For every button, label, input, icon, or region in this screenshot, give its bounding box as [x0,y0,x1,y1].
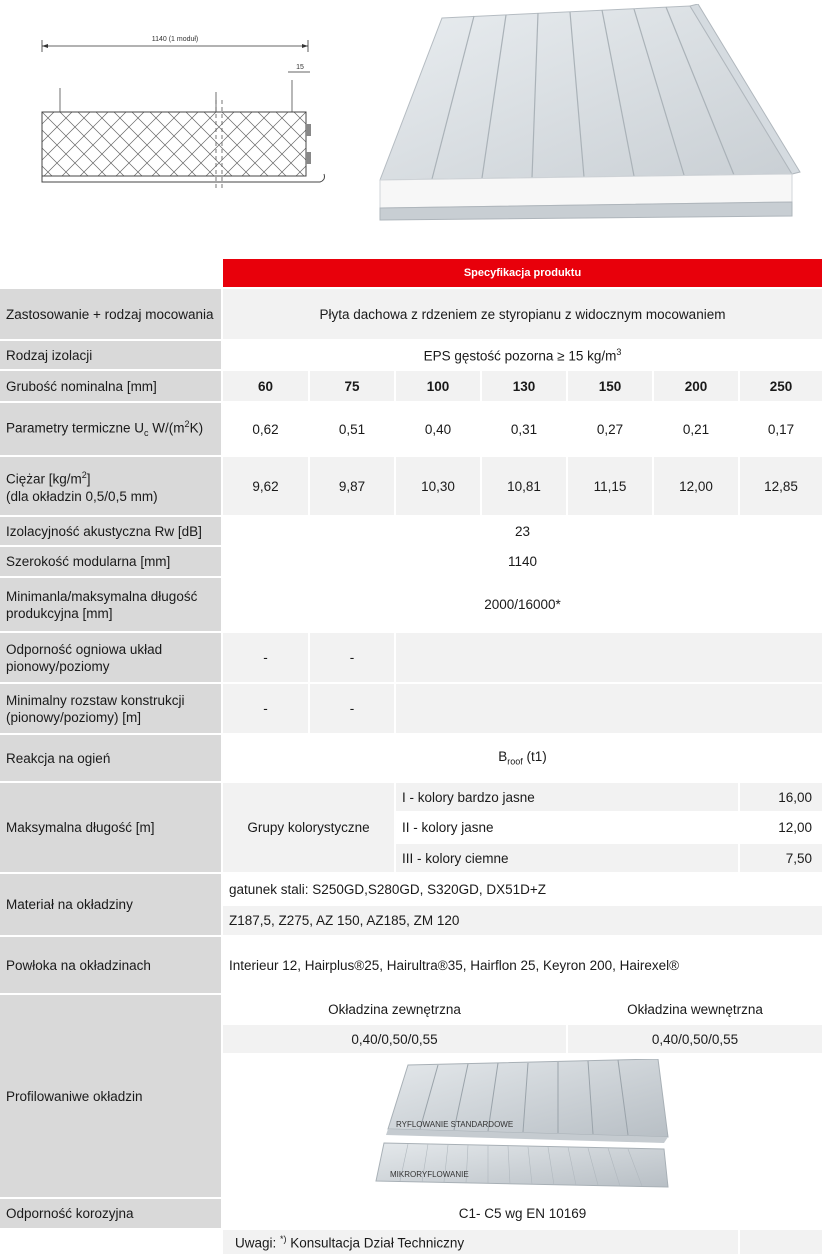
profiling-image [368,1059,678,1193]
fire-resistance-vertical: - [223,633,310,684]
row-label: Rodzaj izolacji [0,341,223,371]
thermal-cell: 0,17 [740,403,824,457]
row-acoustic [0,517,824,547]
panel-3d-image [372,4,812,234]
weight-cell: 9,62 [223,457,310,517]
row-value: 1140 [223,547,824,578]
weight-cell: 11,15 [568,457,654,517]
row-label: Minimalny rozstaw konstrukcji (pionowy/poziomy) [m] [0,684,223,735]
thickness-cell: 60 [223,371,310,403]
row-production-length [0,578,824,633]
standard-ribbing-label: RYFLOWANIE STANDARDOWE [395,1120,513,1129]
row-value: Płyta dachowa z rdzeniem ze styropianu z widocznym mocowaniem [223,289,824,341]
row-modular-width [0,547,824,578]
row-profiling [0,995,824,1025]
spacing-vertical: - [223,684,310,735]
product-illustrations [0,0,824,258]
thickness-cell: 150 [568,371,654,403]
thickness-cell: 100 [396,371,482,403]
row-label: Izolacyjność akustyczna Rw [dB] [0,517,223,547]
weight-cell: 9,87 [310,457,396,517]
inner-cladding-value: 0,40/0,50/0,55 [568,1025,824,1055]
row-label: Reakcja na ogień [0,735,223,783]
thermal-cell: 0,62 [223,403,310,457]
color-group-name: II - kolory jasne [396,813,740,844]
row-application [0,289,824,341]
specification-table [0,259,824,1256]
thickness-cell: 200 [654,371,740,403]
row-label: Minimanla/maksymalna długość produkcyjna [mm] [0,578,223,633]
weight-cell: 10,81 [482,457,568,517]
material-line-2: Z187,5, Z275, AZ 150, AZ185, ZM 120 [223,906,824,937]
spacing-horizontal: - [310,684,396,735]
table-title: Specyfikacja produktu [223,259,824,289]
material-line-1: gatunek stali: S250GD,S280GD, S320GD, DX51D+Z [223,874,824,906]
weight-cell: 12,85 [740,457,824,517]
fire-resistance-horizontal: - [310,633,396,684]
row-value: C1- C5 wg EN 10169 [223,1199,824,1230]
row-value: EPS gęstość pozorna ≥ 15 $kg/m^3$ [223,341,824,371]
row-label: Odporność korozyjna [0,1199,223,1230]
row-label: Grubość nominalna [mm] [0,371,223,403]
row-spacing [0,684,824,735]
dimension-small-label: 15 [296,64,304,71]
row-label: Ciężar $[kg/m^2]$ (dla okładzin 0,5/0,5 mm) [0,457,223,517]
thickness-cell: 250 [740,371,824,403]
thermal-cell: 0,40 [396,403,482,457]
thermal-cell: 0,21 [654,403,740,457]
row-coating [0,937,824,995]
row-label: Zastosowanie + rodzaj mocowania [0,289,223,341]
row-value: 2000/16000* [223,578,824,633]
row-label: Profilowaniwe okładzin [0,995,223,1199]
row-label: Parametry termiczne $U_c$ $W/(m^2K)$ [0,403,223,457]
row-thermal [0,403,824,457]
color-group-value: 7,50 [740,844,824,874]
profiling-image-cell [223,1055,824,1199]
row-label: Szerokość modularna [mm] [0,547,223,578]
color-group-value: 16,00 [740,783,824,813]
thickness-cell: 75 [310,371,396,403]
row-thickness [0,371,824,403]
inner-cladding-label: Okładzina wewnętrzna [568,995,824,1025]
weight-cell: 12,00 [654,457,740,517]
row-insulation [0,341,824,371]
row-value: Interieur 12, Hairplus®25, Hairultra®35, Hairflon 25, Keyron 200, Hairexel® [223,937,824,995]
row-value: $B_{roof}$ (t1) [223,735,824,783]
cross-section-drawing [30,28,370,228]
color-group-name: III - kolory ciemne [396,844,740,874]
row-label: Maksymalna długość [m] [0,783,223,874]
row-fire-resistance [0,633,824,684]
row-value: 23 [223,517,824,547]
row-label: Materiał na okładziny [0,874,223,937]
thermal-cell: 0,51 [310,403,396,457]
color-group-name: I - kolory bardzo jasne [396,783,740,813]
row-max-length [0,783,824,813]
thickness-cell: 130 [482,371,568,403]
row-notes [0,1230,824,1256]
outer-cladding-value: 0,40/0,50/0,55 [223,1025,568,1055]
row-weight [0,457,824,517]
color-groups-label: Grupy kolorystyczne [223,783,396,874]
dimension-width-label: 1140 (1 moduł) [151,36,199,43]
thermal-cell: 0,31 [482,403,568,457]
notes-text: Uwagi: *) Konsultacja Dział Techniczny [223,1230,740,1256]
row-label: Powłoka na okładzinach [0,937,223,995]
row-material [0,874,824,906]
outer-cladding-label: Okładzina zewnętrzna [223,995,568,1025]
thermal-cell: 0,27 [568,403,654,457]
weight-cell: 10,30 [396,457,482,517]
row-corrosion [0,1199,824,1230]
row-label: Odporność ogniowa układ pionowy/poziomy [0,633,223,684]
micro-ribbing-label: MIKRORYFLOWANIE [389,1170,469,1179]
row-fire-reaction [0,735,824,783]
color-group-value: 12,00 [740,813,824,844]
